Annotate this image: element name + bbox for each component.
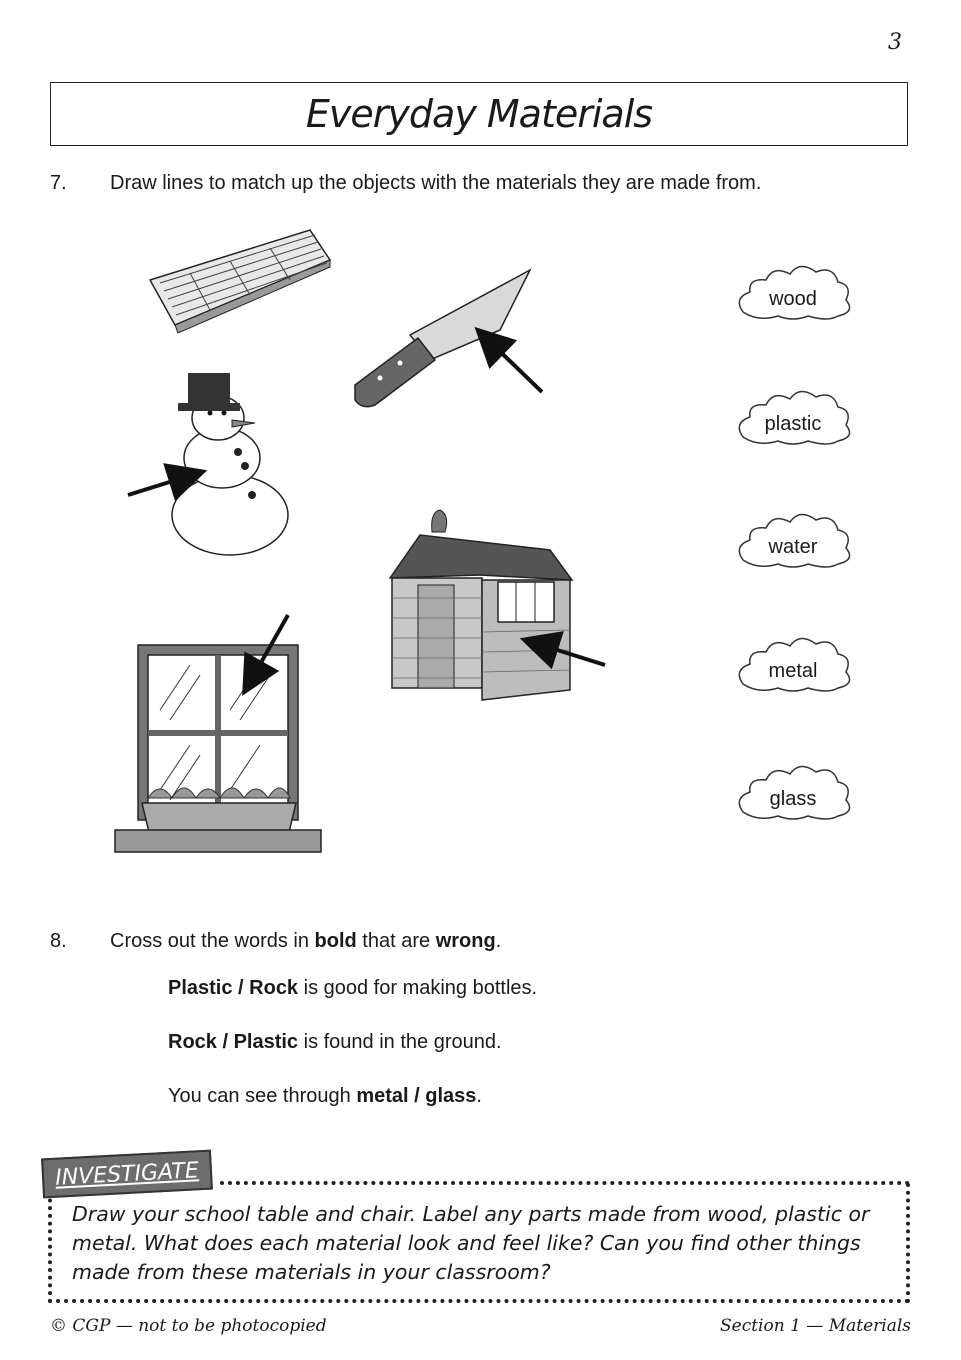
q8-text-a: Cross out the words in [110,930,315,952]
q8-line-3-rest: . [476,1085,482,1107]
material-label-metal: metal [768,660,818,682]
q8-line-3 [168,1085,482,1108]
q8-instruction [110,930,501,953]
material-label-glass: glass [769,788,817,810]
q8-text-c: . [495,930,502,952]
footer-copyright: © CGP — not to be photocopied [50,1316,327,1336]
material-label-water: water [768,536,818,558]
q8-line-2-rest: is found in the ground. [298,1031,502,1053]
knife-image[interactable] [355,270,542,407]
q8-line-1-rest: is good for making bottles. [298,977,538,999]
window-image[interactable] [115,615,321,852]
snowman-image[interactable] [128,373,288,555]
q8-number: 8. [50,930,67,952]
keyboard-image[interactable] [150,230,330,333]
q8-line-1 [168,977,537,1000]
page-title: Everyday Materials [305,92,653,136]
q8-line-3-pre: You can see through [168,1085,357,1107]
material-label-wood: wood [769,288,817,310]
investigate-text: Draw your school table and chair. Label any parts made from wood, plastic or metal. What does each material look and feel like? Can you find other things made from these materials in your classroom? [72,1202,870,1284]
q7-text: Draw lines to match up the objects with the materials they are made from. [110,172,762,194]
q8-choice-2[interactable]: Rock / Plastic [168,1031,299,1053]
page-number: 3 [888,30,902,55]
q8-choice-1[interactable]: Plastic / Rock [168,977,299,999]
material-label-plastic: plastic [764,413,822,435]
q8-text-b: that are [356,930,436,952]
q8-line-2 [168,1031,502,1054]
q8-bold-word: bold [314,930,357,952]
q8-wrong-word: wrong [435,930,496,952]
shed-image[interactable] [390,510,605,700]
footer-section: Section 1 — Materials [719,1316,911,1336]
title-box [50,82,908,146]
investigate-label-text: INVESTIGATE [54,1157,200,1191]
q8-choice-3[interactable]: metal / glass [356,1085,477,1107]
q7-number: 7. [50,172,67,194]
